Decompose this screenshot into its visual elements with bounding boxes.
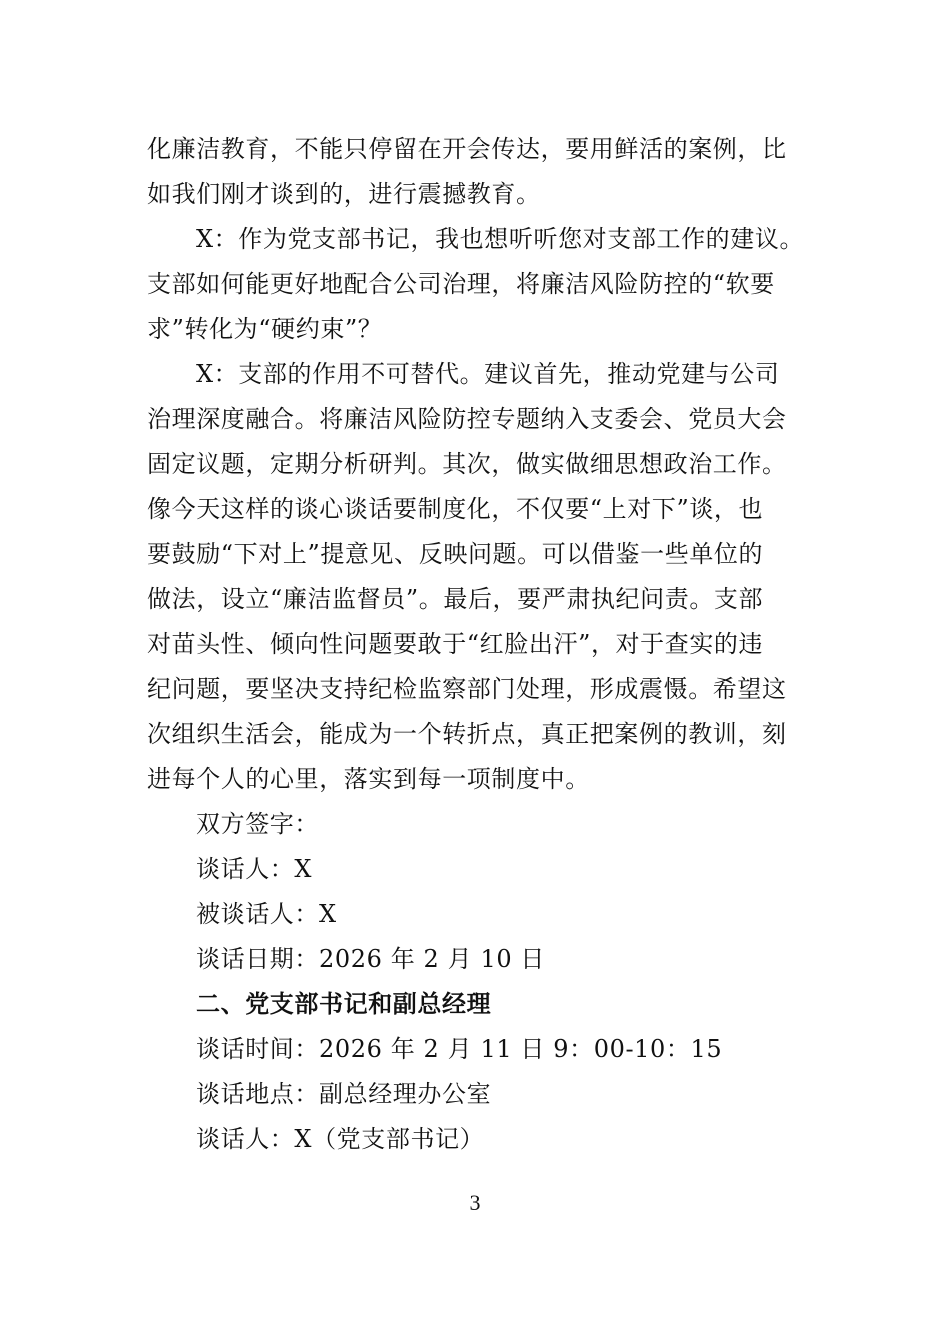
body-line: 求”转化为“硬约束”？: [147, 315, 383, 343]
body-line: 做法，设立“廉洁监督员”。最后，要严肃执纪问责。支部: [147, 585, 764, 613]
talkee-signature: 被谈话人：X: [196, 900, 337, 928]
body-line: 固定议题，定期分析研判。其次，做实做细思想政治工作。: [147, 450, 787, 478]
body-line: 治理深度融合。将廉洁风险防控专题纳入支委会、党员大会: [147, 405, 787, 433]
talk-date: 谈话日期：2026 年 2 月 10 日: [196, 945, 546, 973]
body-line: 对苗头性、倾向性问题要敢于“红脸出汗”，对于查实的违: [147, 630, 764, 658]
signature-label: 双方签字：: [196, 810, 319, 838]
body-line: 如我们刚才谈到的，进行震撼教育。: [147, 180, 541, 208]
talk-place: 谈话地点：副总经理办公室: [196, 1080, 492, 1108]
body-line: 要鼓励“下对上”提意见、反映问题。可以借鉴一些单位的: [147, 540, 764, 568]
body-line: 次组织生活会，能成为一个转折点，真正把案例的教训，刻: [147, 720, 787, 748]
talker: 谈话人：X（党支部书记）: [196, 1125, 485, 1153]
body-line: X：支部的作用不可替代。建议首先，推动党建与公司: [196, 360, 780, 388]
body-line: 支部如何能更好地配合公司治理，将廉洁风险防控的“软要: [147, 270, 775, 298]
talk-time: 谈话时间：2026 年 2 月 11 日 9：00-10：15: [196, 1035, 723, 1063]
body-line: 像今天这样的谈心谈话要制度化，不仅要“上对下”谈，也: [147, 495, 764, 523]
page-number: 3: [469, 1190, 481, 1215]
talker-signature: 谈话人：X: [196, 855, 313, 883]
body-line: 化廉洁教育，不能只停留在开会传达，要用鲜活的案例，比: [147, 135, 787, 163]
section-heading: 二、党支部书记和副总经理: [196, 990, 492, 1018]
body-line: 纪问题，要坚决支持纪检监察部门处理，形成震慑。希望这: [147, 675, 787, 703]
body-line: 进每个人的心里，落实到每一项制度中。: [147, 765, 590, 793]
body-line: X：作为党支部书记，我也想听听您对支部工作的建议。: [196, 225, 805, 253]
